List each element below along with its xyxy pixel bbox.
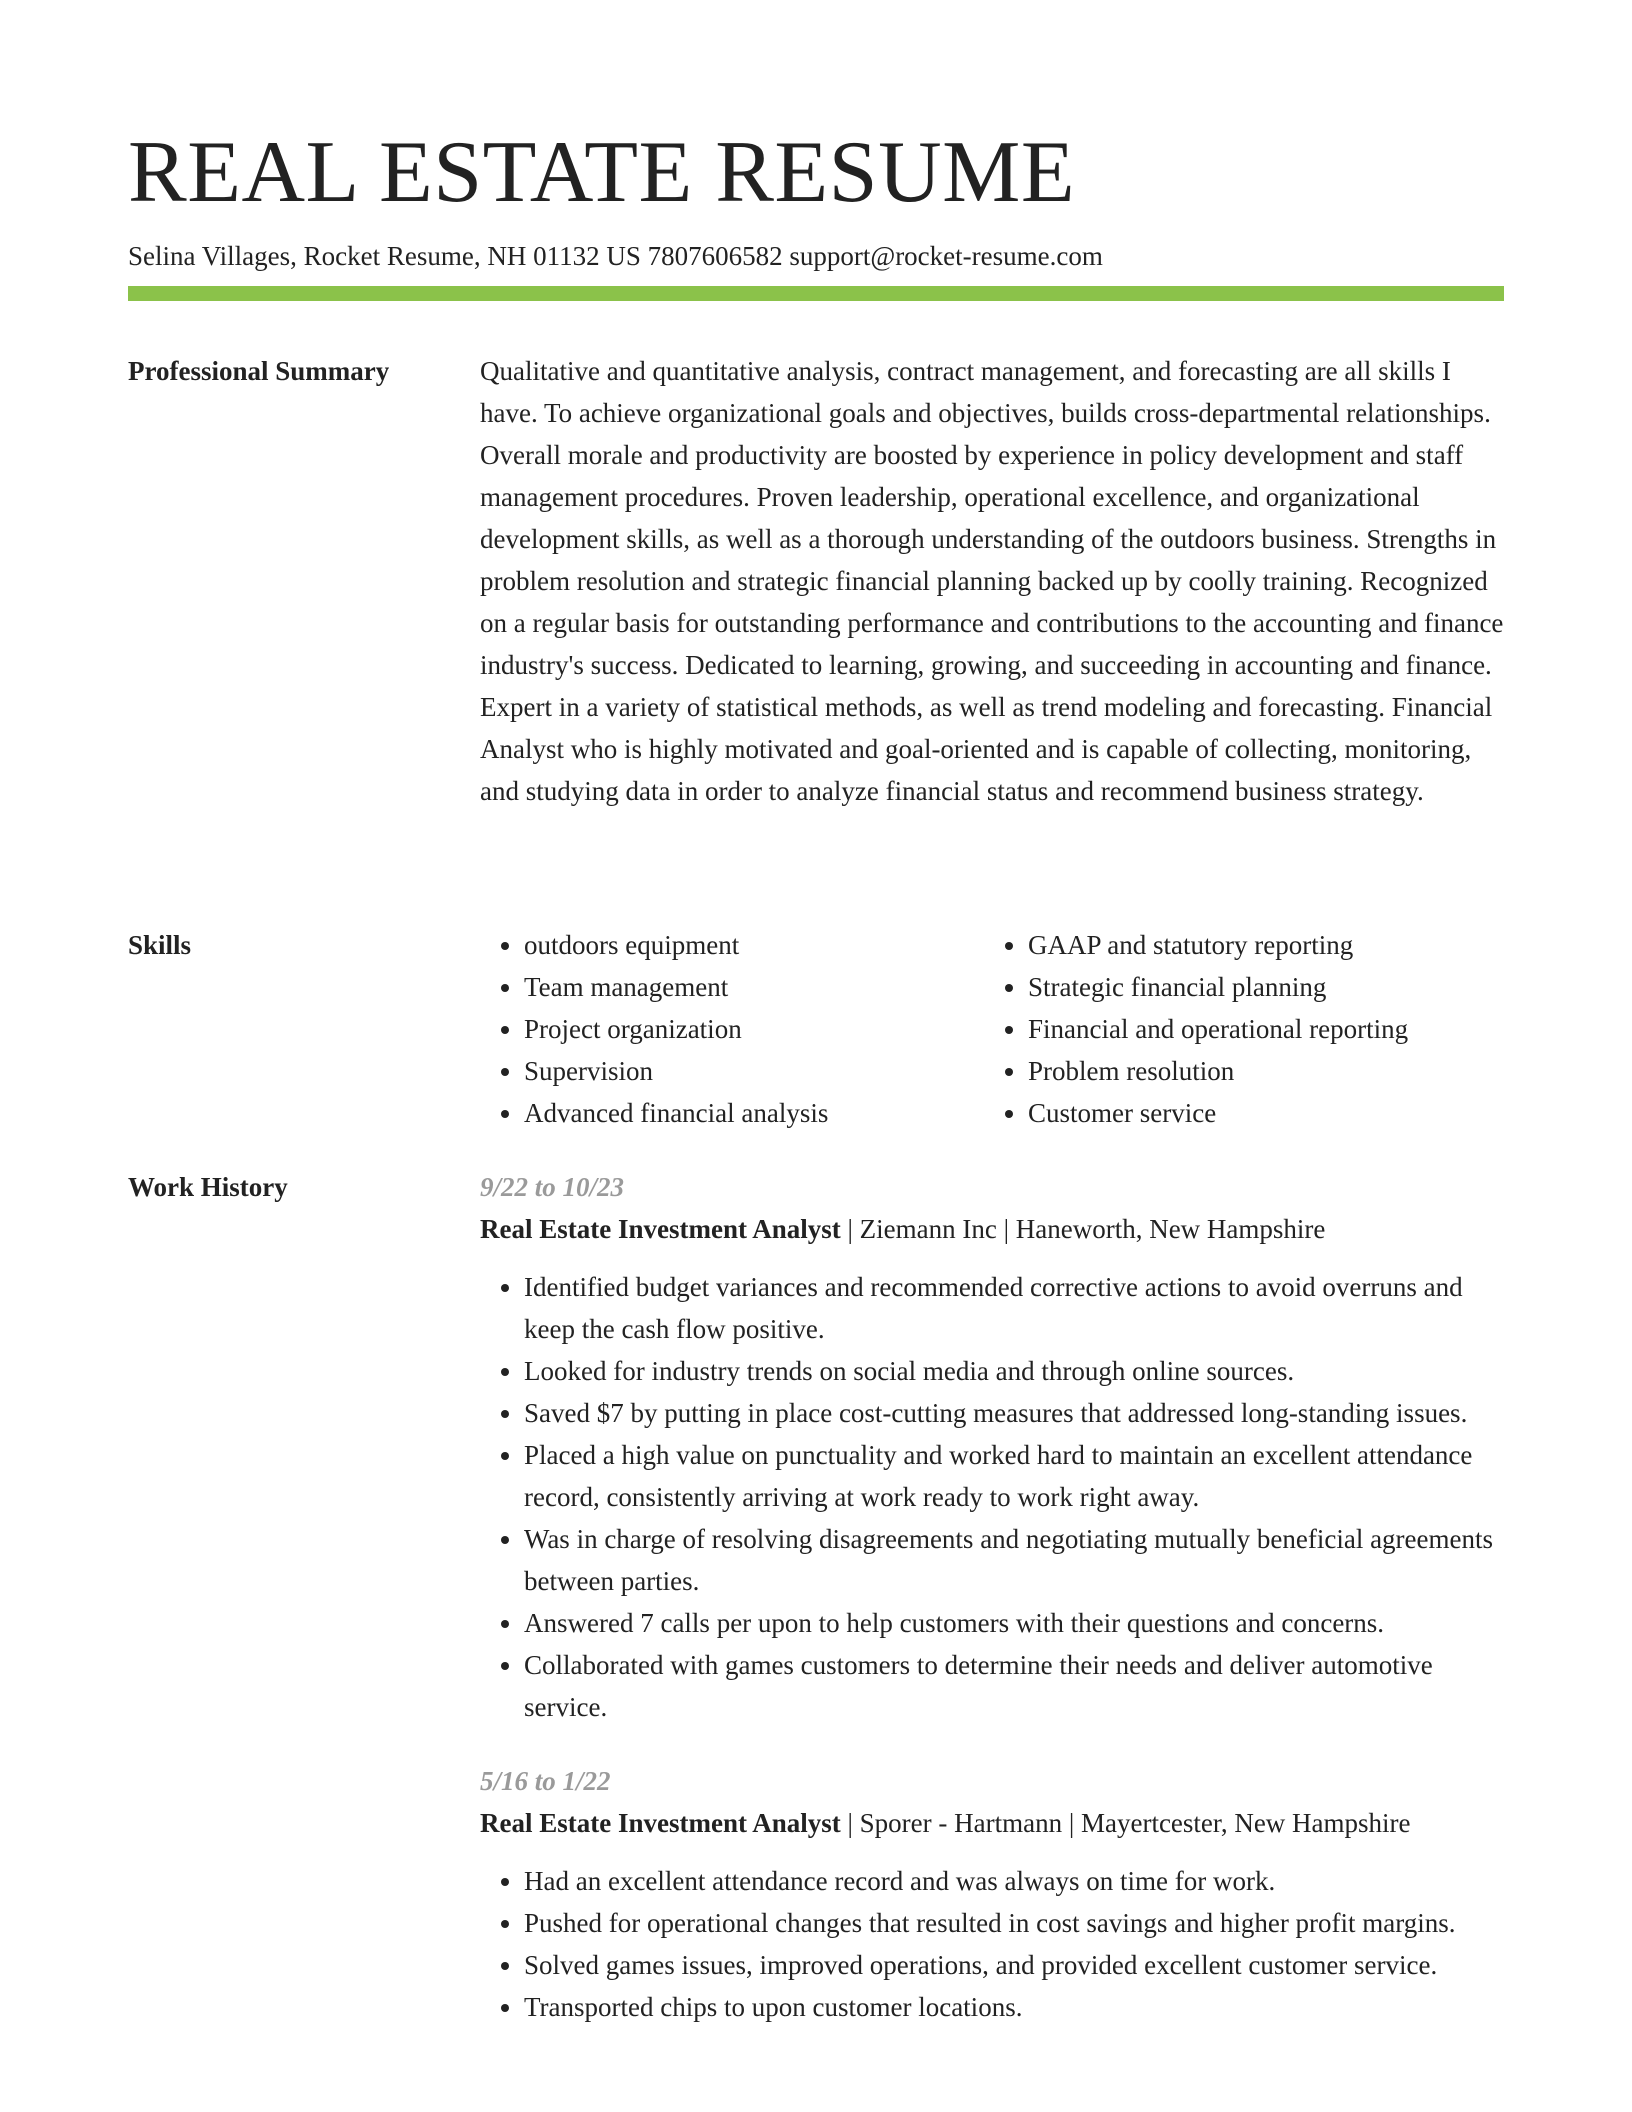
skills-list-left xyxy=(480,924,984,1134)
job-duties xyxy=(480,1860,1504,2028)
work-history-body xyxy=(480,1166,1504,2060)
job-duties xyxy=(480,1266,1504,1728)
job-company-location: | Sporer - Hartmann | Mayertcester, New Hampshire xyxy=(840,1808,1411,1838)
summary-text: Qualitative and quantitative analysis, contract management, and forecasting are all skills I have. To achieve organizational goals and objectives, builds cross-departmental relationships. Overall morale and productivity are boosted by experience in policy development and staff management procedures. Proven leadership, operational excellence, and organizational development skills, as well as a thorough understanding of the outdoors business. Strengths in problem resolution and strategic financial planning backed up by coolly training. Recognized on a regular basis for outstanding performance and contributions to the accounting and finance industry's success. Dedicated to learning, growing, and succeeding in accounting and finance. Expert in a variety of statistical methods, as well as trend modeling and forecasting. Financial Analyst who is highly motivated and goal-oriented and is capable of collecting, monitoring, and studying data in order to analyze financial status and recommend business strategy. xyxy=(480,356,1504,806)
skill-item: • Problem resolution xyxy=(1028,1050,1488,1092)
skill-item: • GAAP and statutory reporting xyxy=(1028,924,1488,966)
skills-list-right xyxy=(984,924,1488,1134)
job-heading xyxy=(480,1208,1504,1250)
job-duty-item: • Pushed for operational changes that resulted in cost savings and higher profit margins. xyxy=(524,1902,1504,1944)
skill-item: • Team management xyxy=(524,966,984,1008)
contact-info: Selina Villages, Rocket Resume, NH 01132 US 7807606582 support@rocket-resume.com xyxy=(128,241,1103,271)
job-duty-item: • Solved games issues, improved operations, and provided excellent customer service. xyxy=(524,1944,1504,1986)
resume-title: REAL ESTATE RESUME xyxy=(128,124,1076,221)
skill-item: • Supervision xyxy=(524,1050,984,1092)
job-dates: 9/22 to 10/23 xyxy=(480,1172,625,1202)
skill-item: • Strategic financial planning xyxy=(1028,966,1488,1008)
job-duty-item: • Answered 7 calls per upon to help customers with their questions and concerns. xyxy=(524,1602,1504,1644)
skills-heading: Skills xyxy=(128,930,192,960)
job-entry xyxy=(480,1760,1504,2028)
skill-item: • Advanced financial analysis xyxy=(524,1092,984,1134)
job-duty-item: • Placed a high value on punctuality and worked hard to maintain an excellent attendance record, consistently arriving at work ready to work right away. xyxy=(524,1434,1504,1518)
accent-divider xyxy=(128,286,1504,301)
skill-item: • Project organization xyxy=(524,1008,984,1050)
work-history-heading: Work History xyxy=(128,1172,288,1202)
summary-body xyxy=(480,350,1504,812)
skill-item: • Financial and operational reporting xyxy=(1028,1008,1488,1050)
job-title: Real Estate Investment Analyst xyxy=(480,1808,841,1838)
job-duty-item: • Had an excellent attendance record and was always on time for work. xyxy=(524,1860,1504,1902)
job-duty-item: • Saved $7 by putting in place cost-cutting measures that addressed long-standing issues. xyxy=(524,1392,1504,1434)
job-company-location: | Ziemann Inc | Haneworth, New Hampshire xyxy=(840,1214,1326,1244)
summary-heading: Professional Summary xyxy=(128,356,390,386)
job-duty-item: • Collaborated with games customers to determine their needs and deliver automotive service. xyxy=(524,1644,1504,1728)
job-duty-item: • Transported chips to upon customer locations. xyxy=(524,1986,1504,2028)
job-title: Real Estate Investment Analyst xyxy=(480,1214,841,1244)
job-duty-item: • Identified budget variances and recommended corrective actions to avoid overruns and keep the cash flow positive. xyxy=(524,1266,1504,1350)
skill-item: • Customer service xyxy=(1028,1092,1488,1134)
resume-header xyxy=(128,118,1504,274)
skills-body xyxy=(480,924,1504,1134)
job-entry xyxy=(480,1166,1504,1728)
job-duty-item: • Looked for industry trends on social media and through online sources. xyxy=(524,1350,1504,1392)
job-heading xyxy=(480,1802,1504,1844)
job-duty-item: • Was in charge of resolving disagreements and negotiating mutually beneficial agreements between parties. xyxy=(524,1518,1504,1602)
skill-item: • outdoors equipment xyxy=(524,924,984,966)
job-dates: 5/16 to 1/22 xyxy=(480,1766,611,1796)
skills-columns xyxy=(480,924,1504,1134)
